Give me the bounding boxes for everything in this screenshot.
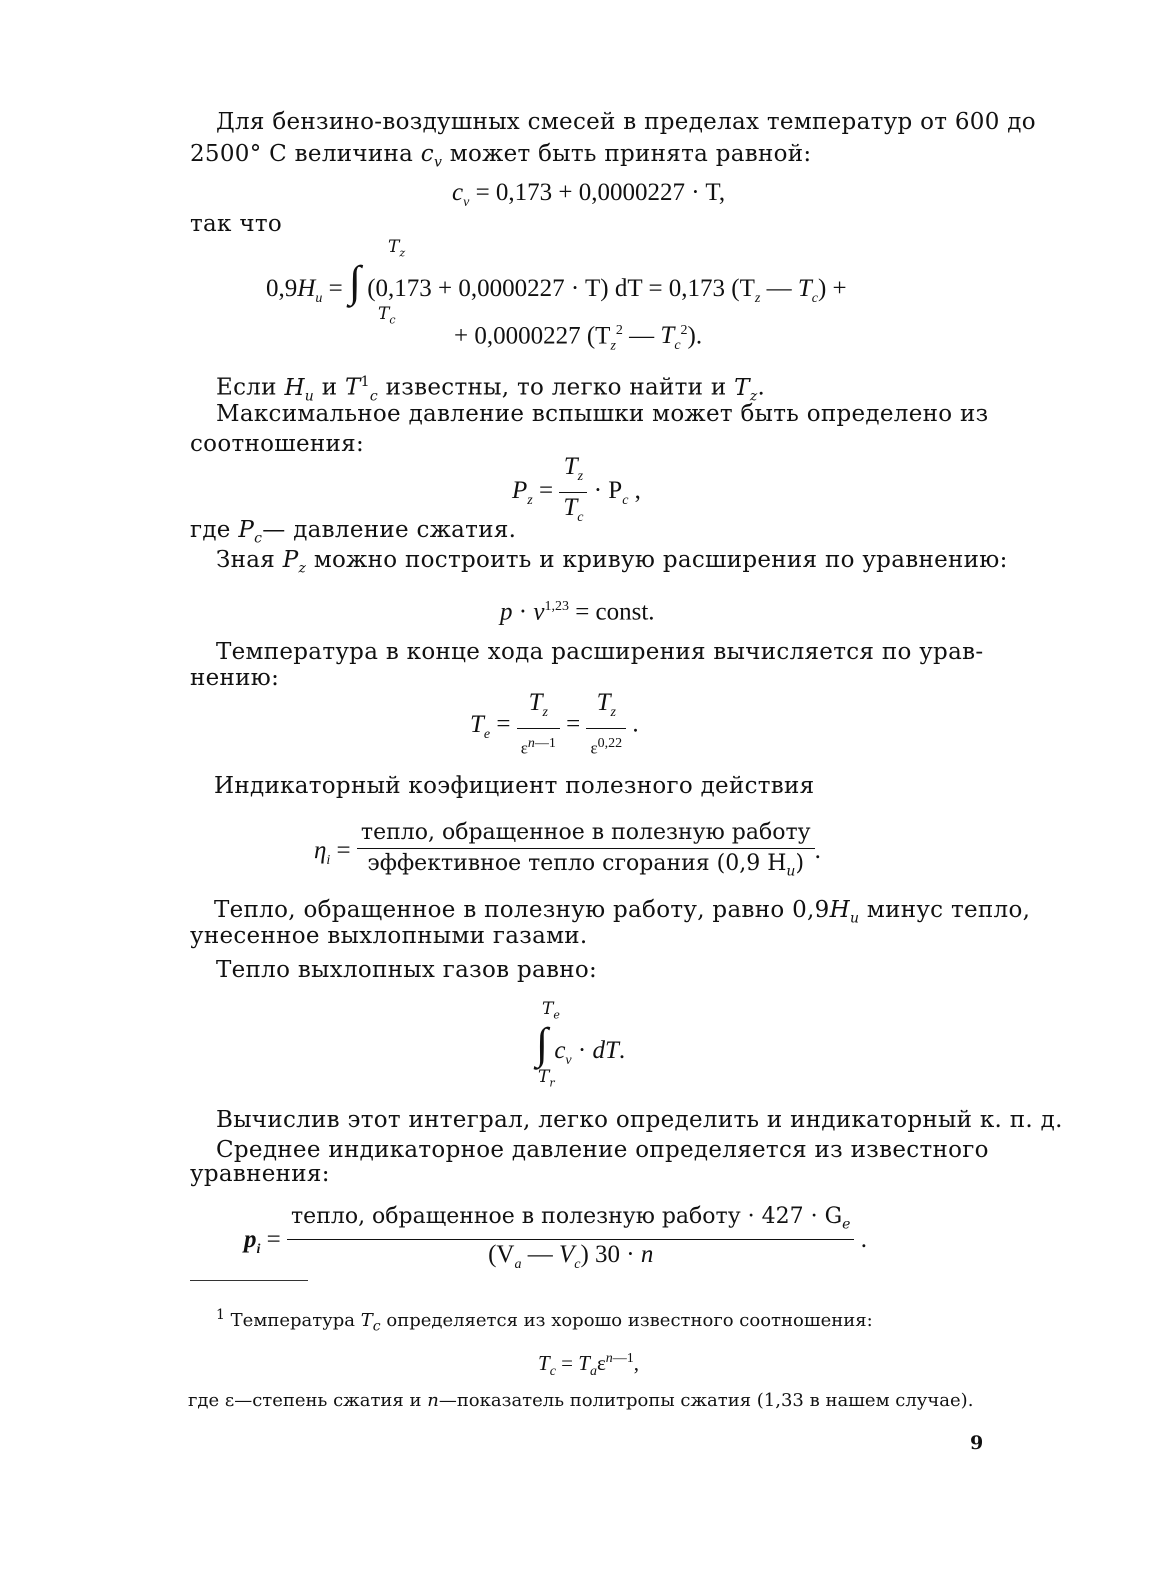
text-p1-line1: Для бензино-воздушных смесей в пределах температур от 600 до	[216, 109, 1036, 135]
text-temp-line2: нению:	[190, 665, 280, 691]
text-esli: Если $H_u$ и $T^1_c$ известны, то легко найти и $T_z$.	[216, 374, 766, 405]
text-znaya: Зная $P_z$ можно построить и кривую расширения по уравнению:	[216, 547, 1008, 577]
text-teplo-a: Тепло, обращенное в полезную работу, равно	[214, 897, 785, 923]
footnote-line1-b: определяется из хорошо известного соотношения:	[386, 1310, 873, 1331]
text-indik: Индикаторный коэфициент полезного действия	[214, 773, 815, 799]
formula-exhaust: ∫ $c_v$ · dT.	[536, 1019, 626, 1068]
eta-denominator: эффективное тепло сгорания (0,9 H	[367, 851, 787, 876]
formula-integral-a: 0,9	[266, 275, 298, 302]
integral-upper-limit: $T_z$	[388, 237, 406, 260]
text-esli-and: и	[321, 374, 338, 401]
footnote-line1: $^1$ Температура $T_c$ определяется из хорошо известного соотношения:	[216, 1307, 873, 1335]
text-p1-line2-a: 2500° С величина	[190, 141, 414, 167]
text-tak-chto: так что	[190, 211, 282, 237]
integral-sign-icon: ∫	[348, 257, 361, 306]
text-esli-rest: известны, то легко найти и	[385, 374, 727, 401]
text-sred-line2: уравнения:	[190, 1161, 330, 1187]
formula-integral-b: (0,173 + 0,0000227 · T) dT = 0,173 (T	[367, 275, 755, 302]
formula-te: $T_e$ = $\frac{T_z}{\varepsilon^{n—1}}$ = $\frac{T_z}{\varepsilon^{0,22}}$ .	[470, 688, 639, 764]
eta-numerator: тепло, обращенное в полезную работу	[357, 818, 815, 849]
text-teplo-b: минус тепло,	[866, 897, 1031, 923]
text-gde-a: где	[190, 517, 231, 543]
page-number: 9	[970, 1432, 984, 1454]
exhaust-lower-limit: $T_r$	[538, 1067, 555, 1090]
text-esli-a: Если	[216, 374, 277, 401]
text-p1-line2-b: может быть принята равной:	[449, 141, 812, 167]
formula-const-eq: = const.	[575, 598, 655, 626]
formula-cv: $c_v = 0,173 + 0,0000227 \cdot T$,	[452, 179, 726, 210]
fraction-te-2: $\frac{T_z}{\varepsilon^{0,22}}$	[586, 688, 626, 764]
text-max-line1: Максимальное давление вспышки может быть определено из	[216, 401, 989, 427]
fraction-eta: $\frac{\text{тепло, обращенное в полезную работу}}{эффективное тепло сгорания (0,9 H_u)}$	[357, 818, 815, 886]
text-vychisliv: Вычислив этот интеграл, легко определить и индикаторный к. п. д.	[216, 1107, 1063, 1133]
formula-cv-eq: = 0,173 + 0,0000227 · T,	[475, 179, 726, 206]
formula-ratio-eq: · P	[593, 477, 623, 505]
formula-pz: $P_z$ = $\frac{T_z}{T_c}$ · $P_c$ ,	[512, 452, 641, 533]
fraction-te-1: $\frac{T_z}{\varepsilon^{n—1}}$	[517, 688, 560, 764]
text-gde: где $P_c—$ давление сжатия.	[190, 517, 517, 547]
footnote-formula: $T_c = T_a\varepsilon^{n—1}$,	[538, 1351, 640, 1380]
formula-integral: $0,9H_u$ = ∫ (0,173 + 0,0000227 · T) dT = 0,173 ($T_z$ — $T_c$) +	[266, 257, 847, 306]
formula-eta: $\eta_i$ = $\frac{\text{тепло, обращенное в полезную работу}}{эффективное тепло сгорания (0,9 H_u)}$ .	[314, 818, 821, 886]
footnote-rule	[190, 1280, 308, 1281]
formula-integral-c: + 0,0000227 (T	[454, 322, 611, 350]
symbol-cv: $c_v$	[420, 141, 443, 171]
footnote-line1-a: Температура	[230, 1310, 356, 1331]
pi-numerator: тепло, обращенное в полезную работу · 427 · G	[291, 1204, 843, 1229]
text-p1-line2	[190, 140, 811, 177]
text-sred-line1: Среднее индикаторное давление определяется из известного	[216, 1137, 989, 1163]
text-vyhlop: Тепло выхлопных газов равно:	[216, 957, 598, 983]
integral-sign-icon-2: ∫	[536, 1019, 549, 1068]
formula-const: $p \cdot v^{1,23}$ = const.	[500, 598, 655, 626]
formula-te-symbol: T	[470, 710, 484, 738]
text-znaya-b: можно построить и кривую расширения по уравнению:	[313, 547, 1008, 573]
formula-exhaust-c: c	[554, 1037, 566, 1064]
footnote-line3-b: —показатель политропы сжатия (1,33 в нашем случае).	[438, 1390, 974, 1411]
text-max-line2: соотношения:	[190, 431, 364, 457]
pi-denominator: (V	[488, 1241, 515, 1269]
integral-lower-limit: $T_c$	[378, 304, 396, 327]
fraction-pi: $\frac{тепло, обращенное в полезную работу \cdot 427 \cdot G_e}{(V_a — V_c) 30 \cdot n}$	[287, 1202, 854, 1280]
text-znaya-a: Зная	[216, 547, 276, 573]
text-teplo-line1: Тепло, обращенное в полезную работу, равно $0,9H_u$ минус тепло,	[214, 897, 1031, 927]
formula-integral-cont: + 0,0000227 ($T_z^2$ — $T_c^2$).	[454, 322, 703, 354]
exhaust-upper-limit: $T_e$	[542, 999, 560, 1022]
text-teplo-line2: унесенное выхлопными газами.	[190, 923, 588, 949]
footnote-line3: где ε—степень сжатия и n—показатель политропы сжатия (1,33 в нашем случае).	[188, 1390, 974, 1411]
footnote-line3-a: где ε—степень сжатия и	[188, 1390, 422, 1411]
text-gde-b: — давление сжатия.	[262, 517, 517, 543]
fraction-tz-tc: $\frac{T_z}{T_c}$	[559, 452, 587, 533]
text-temp-line1: Температура в конце хода расширения вычисляется по урав-	[216, 639, 984, 665]
formula-pi: $p_i$ = $\frac{тепло, обращенное в полезную работу \cdot 427 \cdot G_e}{(V_a — V_c) 30 \cdot n}$ .	[244, 1202, 867, 1280]
footnote-marker: 1	[216, 1307, 225, 1323]
